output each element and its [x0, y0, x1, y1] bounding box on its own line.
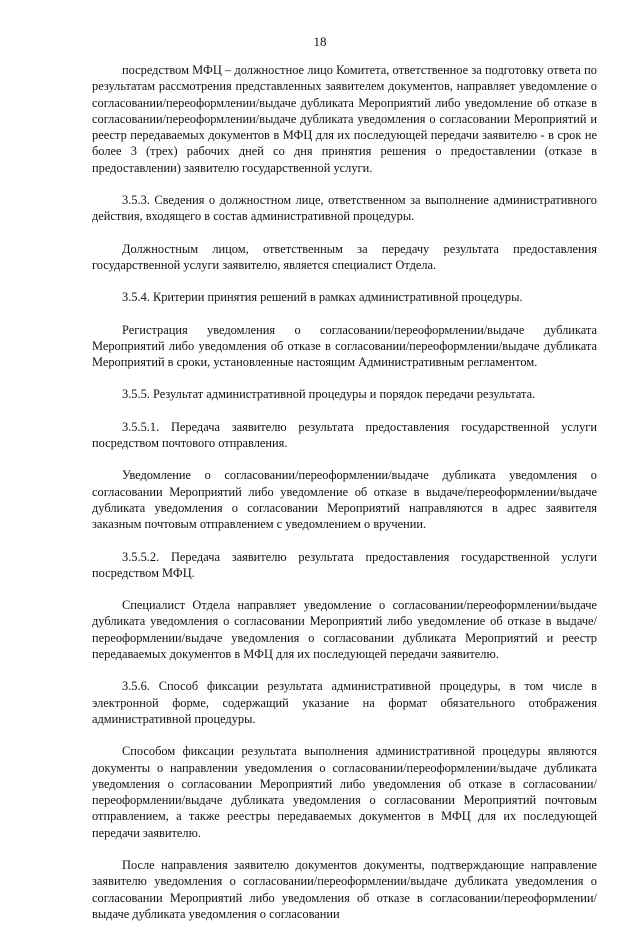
- paragraph-postal-delivery: Уведомление о согласовании/переоформлении/выдаче дубликата уведомления о согласовании Мероприятий либо уведомление об отказе в выдаче/переоформлении/выдаче дубликата уведомления о согласовании Мероприятий направляются в адрес заявителя заказным почтовым отправлением с уведомлением о вручении.: [92, 468, 597, 532]
- document-body: [92, 62, 597, 936]
- paragraph-fixation-method: Способом фиксации результата выполнения административной процедуры являются документы о направлении уведомления о согласовании/переоформлении/выдаче дубликата уведомления о согласовании Мероприятий либо уведомления об отказе в согласовании/переоформлении/выдаче дубликата уведомления о согласовании Мероприятий почтовым отправлением, а также реестры передаваемых документов в МФЦ для их последующей передачи заявителю.: [92, 744, 597, 840]
- paragraph-3-5-4: 3.5.4. Критерии принятия решений в рамках административной процедуры.: [122, 290, 523, 305]
- paragraph-continuation-mfc: посредством МФЦ – должностное лицо Комитета, ответственное за подготовку ответа по результатам рассмотрения представленных заявителем документов, направляет уведомление о согласовании/переоформлении/выдаче дубликата Мероприятий либо уведомление об отказе в согласовании/переоформлении/выдаче дубликата уведомления о согласовании Мероприятий и реестр передаваемых документов в МФЦ для их последующей передачи заявителю - в срок не более 3 (трех) рабочих дней со дня принятия решения о предоставлении (отказе в предоставлении) заявителю государственной услуги.: [92, 63, 597, 175]
- page-number: 18: [313, 34, 327, 49]
- paragraph-3-5-6: 3.5.6. Способ фиксации результата административной процедуры, в том числе в электронной форме, содержащий указание на формат обязательного отображения административной процедуры.: [92, 679, 597, 726]
- paragraph-responsible-official: Должностным лицом, ответственным за передачу результата предоставления государственной услуги заявителю, является специалист Отдела.: [92, 241, 597, 272]
- paragraph-registration-criteria: Регистрация уведомления о согласовании/переоформлении/выдаче дубликата Мероприятий либо уведомления об отказе в согласовании/переоформлении/выдаче дубликата Мероприятий в сроки, установленные настоящим Административным регламентом.: [92, 322, 597, 370]
- paragraph-3-5-5-2: 3.5.5.2. Передача заявителю результата предоставления государственной услуги посредством МФЦ.: [92, 549, 597, 580]
- paragraph-3-5-5: 3.5.5. Результат административной процедуры и порядок передачи результата.: [122, 387, 536, 402]
- paragraph-mfc-transfer: Специалист Отдела направляет уведомление о согласовании/переоформлении/выдаче дубликата уведомления о согласовании Мероприятий либо уведомление об отказе в выдаче/переоформлении/выдаче уведомления о согласовании дубликата Мероприятий и реестр передаваемых документов в МФЦ для их последующей передачи заявителю.: [92, 598, 597, 662]
- paragraph-3-5-3: 3.5.3. Сведения о должностном лице, ответственном за выполнение административного действия, входящего в состав административной процедуры.: [92, 193, 597, 224]
- paragraph-after-sending: После направления заявителю документов документы, подтверждающие направление заявителю уведомления о согласовании/переоформлении/выдаче дубликата уведомления о согласовании Мероприятий либо уведомления об отказе в согласовании/переоформлении/выдаче дубликата уведомления о согласовании: [92, 857, 597, 921]
- paragraph-3-5-5-1: 3.5.5.1. Передача заявителю результата предоставления государственной услуги посредством почтового отправления.: [92, 419, 597, 451]
